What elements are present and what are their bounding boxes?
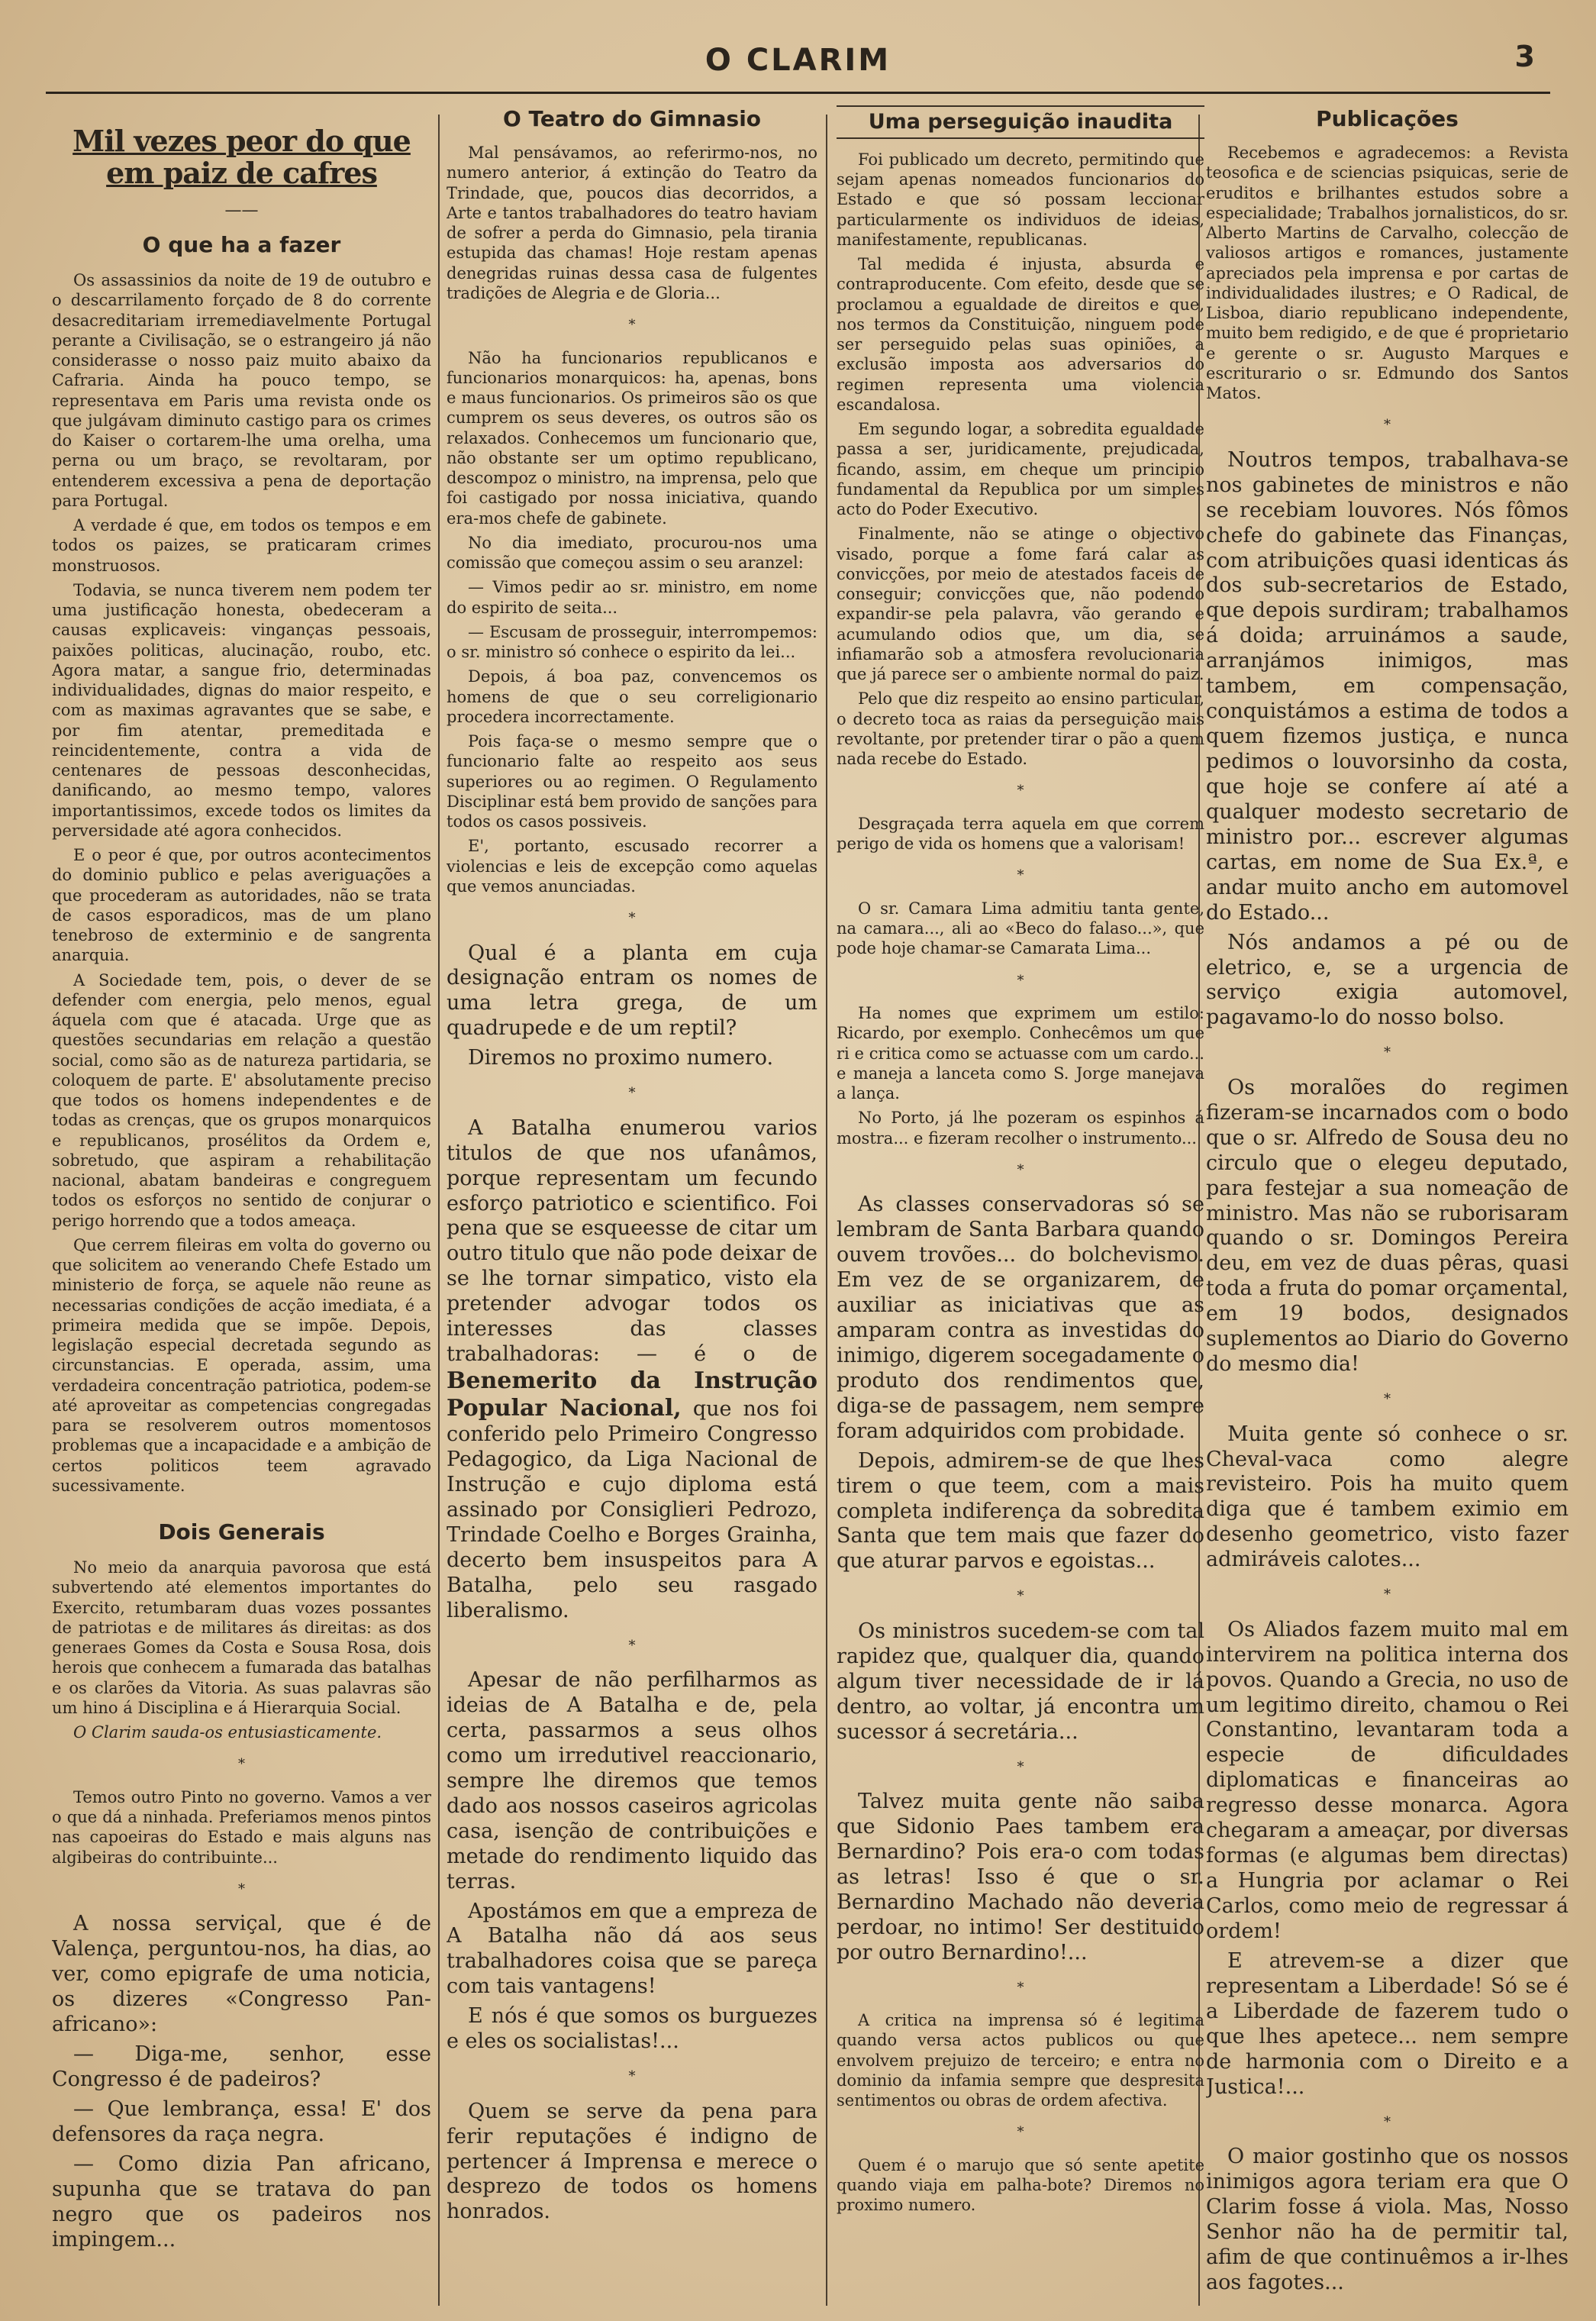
paragraph: Recebemos e agradecemos: a Revista teosofica e de sciencias psiquicas, serie de eruditos e brilhantes estudos sobre a especialidade; Trabalhos jornalisticos, do sr. Alberto Martins de Carvalho, colecção de valiosos artigos e romances, justamente apreciados pela imprensa e por cartas de individualidades ilustres; e O Radical, de Lisboa, diario republicano independente, muito bem redigido, e de que é proprietario e gerente o sr. Augusto Marques e escriturario o sr. Edmundo dos Santos Matos. (1206, 144, 1569, 402)
paragraph: A verdade é que, em todos os tempos e em todos os paizes, se praticaram crimes monstruosos. (52, 516, 431, 575)
paragraph: — Escusam de prosseguir, interrompemos: o sr. ministro só conhece o espirito da lei... (447, 622, 817, 661)
paragraph: No Porto, já lhe pozeram os espinhos á mostra... e fizeram recolher o instrumento... (837, 1109, 1204, 1148)
paragraph: Diremos no proximo numero. (468, 1046, 774, 1070)
article-title: Uma perseguição inaudita (837, 105, 1204, 139)
section-title: O que ha a fazer (142, 232, 341, 258)
paragraph: Mal pensávamos, ao referirmo-nos, no numero anterior, á extinção do Teatro da Trindade, que, poucos dias decorridos, a Arte e tantos trabalhadores do teatro haviam de sofrer a perda do Gimnasio, pela tirania estupida das chamas! Hoje restam apenas denegridas ruinas dessa casa de fulgentes tradições de Alegria e de Gloria... (447, 144, 817, 302)
paragraph: Os Aliados fazem muito mal em intervirem na politica interna dos povos. Quando a Grecia, no uso de um legitimo direito, chamou o Rei Constantino, levantaram toda a especie de dificuldades diplomaticas e financeiras ao regresso desse monarca. Agora chegaram a ameaçar, por diversas formas (e algumas bem directas) a Hungria por aclamar o Rei Carlos, como meio de regressar á ordem! (1206, 1617, 1569, 1943)
paragraph: — Que lembrança, essa! E' dos defensores da raça negra. (52, 2097, 431, 2146)
paragraph: A critica na imprensa só é legitima quando versa actos publicos ou que envolvem prejuizo de terceiro; e entra no dominio da infamia sempre que despresita sentimentos ou obras de ordem afectiva. (837, 2011, 1204, 2110)
separator-star: * (1384, 2113, 1391, 2130)
paragraph: Apesar de não perfilharmos as ideias de A Batalha e de, pela certa, passarmos a seus olhos como um irredutivel reaccionario, sempre lhe diremos que temos dado aos nossos caseiros agricolas casa, isenção de contribuições e metade do rendimento liquido das terras. (447, 1668, 817, 1893)
separator-star: * (1017, 1588, 1024, 1605)
paragraph: Em segundo logar, a sobredita egualdade passa a ser, juridicamente, prejudicada, ficando, assim, em cheque um principio fundamental da Republica por um simples acto do Poder Executivo. (837, 420, 1204, 518)
bold-title: Benemerito da Instrução Popular Nacional, (447, 1367, 817, 1422)
paragraph: E', portanto, escusado recorrer a violencias e leis de excepção como aquelas que vemos anunciadas. (447, 837, 817, 896)
paragraph: Que cerrem fileiras em volta do governo ou que solicitem ao venerando Chefe Estado um ministerio de força, se aquele não reune as necessarias condições de acção imediata, é a primeira medida que se impõe. Depois, legislação especial decretada segundo as circunstancias. E operada, assim, uma verdadeira concentração patriotica, podem-se até aproveitar as competencias congregadas para se resolverem outros momentosos problemas que a incapacidade e a ambição de certos politicos teem agravado sucessivamente. (52, 1235, 431, 1495)
paragraph: As classes conservadoras só se lembram de Santa Barbara quando ouvem trovões... do bolchevismo. Em vez de se organizarem, de auxiliar as iniciativas que as amparam contra as investidas do inimigo, digerem socegadamente o produto dos rendimentos que, diga-se de passagem, nem sempre foram adquiridos com probidade. (837, 1193, 1204, 1443)
paragraph: Os assassinios da noite de 19 de outubro e o descarrilamento forçado de 8 do corrente desacreditariam irremediavelmente Portugal perante a Civilisação, se o estrangeiro já não considerasse o nosso paiz muito abaixo da Cafraria. Ainda ha pouco tempo, se representava em Paris uma revista onde os que julgávam diminuto castigo para os crimes do Kaiser o cortarem-lhe uma orelha, uma perna ou um braço, se revoltaram, por entenderem excessiva a pena de deportação para Portugal. (52, 271, 431, 510)
paragraph: Quem se serve da pena para ferir reputações é indigno de pertencer á Imprensa e merece o desprezo de todos os homens honrados. (447, 2099, 817, 2224)
headline: Mil vezes peor do que em paiz de cafres (73, 124, 411, 190)
paragraph: Qual é a planta em cuja designação entram os nomes de uma letra grega, de um quadrupede e de um reptil? (447, 941, 817, 1041)
paragraph: Tal medida é injusta, absurda e contraproducente. Com efeito, desde que se proclamou a egualdade de direitos e que, nos termos da Constituição, ninguem pode ser perseguido pelas suas opiniões, a exclusão imposta aos adversarios do regimen representa uma violencia escandalosa. (837, 255, 1204, 414)
separator-star: * (628, 1637, 636, 1654)
separator-star: * (1384, 1391, 1391, 1408)
masthead (46, 40, 1550, 94)
paragraph: Não ha funcionarios republicanos e funcionarios monarquicos: ha, apenas, bons e maus funcionarios. Os primeiros são os que cumprem os seus deveres, os outros são os relaxados. Conhecemos um funcionario que, não obstante ser um optimo republicano, descompoz o ministro, na imprensa, pelo que foi castigado por nossa iniciativa, quando era-mos chefe de gabinete. (447, 348, 817, 528)
paragraph: Apostámos em que a empreza de A Batalha não dá aos seus trabalhadores coisa que se pareça com tais vantagens! (447, 1899, 817, 1999)
column-divider (438, 115, 440, 2306)
paragraph: E atrevem-se a dizer que representam a Liberdade! Só se é a Liberdade de fazerem tudo o que lhes apetece... nem sempre de harmonia com o Direito e a Justica!... (1206, 1948, 1569, 2099)
article-title: Publicações (1316, 106, 1459, 131)
paragraph: Os moralões do regimen fizeram-se incarnados com o bodo que o sr. Alfredo de Sousa deu no circulo que o elegeu deputado, para festejar a sua nomeação de ministro. Mas não se ruborisaram quando o sr. Domingos Pereira deu, em vez de duas pêras, quasi toda a fruta do pomar orçamental, em 19 bodos, designados suplementos ao Diario do Governo do mesmo dia! (1206, 1075, 1569, 1377)
paragraph: Foi publicado um decreto, permitindo que sejam apenas nomeados funcionarios do Estado e que só possam leccionar particularmente os individuos de ideias, manifestamente, republicanas. (837, 150, 1204, 249)
separator-star: * (628, 317, 636, 333)
separator-star: * (1017, 783, 1024, 799)
separator-star: * (1017, 972, 1024, 989)
column-3 (837, 105, 1204, 2304)
text-run: que nos foi conferido pelo Primeiro Congresso Pedagogico, da Liga Nacional de Instrução e cujo diploma está assinado por Consiglieri Pedrozo, Trindade Coelho e Borges Grainha, decerto bem insuspeitos para A Batalha, pelo seu rasgado liberalismo. (447, 1397, 817, 1622)
paragraph: Temos outro Pinto no governo. Vamos a ver o que dá a ninhada. Preferiamos menos pintos nas capoeiras do Estado e mais alguns nas algibeiras do contribuinte... (52, 1787, 431, 1867)
page-number: 3 (1514, 40, 1535, 73)
paragraph: O Clarim sauda-os entusiasticamente. (73, 1723, 382, 1742)
separator-star: * (1017, 867, 1024, 884)
separator-star: * (1017, 1758, 1024, 1775)
column-4 (1206, 105, 1569, 2304)
separator-star: * (628, 2068, 636, 2085)
paragraph: Finalmente, não se atinge o objectivo visado, porque a fome fará calar as convicções, por meio de atestados faceis de conseguir; convicções que, não podendo expandir-se pela palavra, vão gerando e acumulando odios que, um dia, se infiamarão sob a atmosfera revolucionaria que já parece ser o ambiente normal do paiz. (837, 525, 1204, 683)
text-run: A Batalha enumerou varios titulos de que nos ufanâmos, porque representam um fecundo esforço patriotico e scientifico. Foi pena que se esqueesse de citar um outro titulo que não pode deixar de se lhe tornar simpatico, visto ela pretender advogar todos os interesses das classes trabalhadoras: — é o de (447, 1115, 817, 1367)
separator-star: * (1017, 2124, 1024, 2141)
paragraph: A nossa serviçal, que é de Valença, perguntou-nos, ha dias, ao ver, como epigrafe de uma noticia, os dizeres «Congresso Pan-africano»: (52, 1912, 431, 2037)
separator: —— (224, 200, 259, 220)
paragraph: Desgraçada terra aquela em que correm perigo de vida os homens que a valorisam! (837, 814, 1204, 853)
paragraph: Os ministros sucedem-se com tal rapidez que, qualquer dia, quando algum tiver necessidade de ir lá dentro, ao voltar, já encontra um sucessor á secretária... (837, 1619, 1204, 1744)
paragraph: — Diga-me, senhor, esse Congresso é de padeiros? (52, 2042, 431, 2091)
section-title: Dois Generais (158, 1519, 325, 1545)
separator-star: * (1384, 1587, 1391, 1603)
column-1 (52, 105, 431, 2304)
article-title: O Teatro do Gimnasio (502, 106, 762, 131)
paragraph: Todavia, se nunca tiverem nem podem ter uma justificação honesta, obedeceram a causas explicaveis: vinganças pessoais, paixões politicas, alucinação, roubo, etc. Agora matar, a sangue frio, determinadas individualidades, dignas do maior respeito, e com as maximas agravantes que se sabe, e por fim atentar, premeditada e reincidentemente, contra a vida de centenares de pessoas desconhecidas, danificando, ao mesmo tempo, valores importantissimos, excede todos os limites da perversidade até agora conhecidos. (52, 580, 431, 840)
separator-star: * (1017, 1979, 1024, 1996)
paragraph: Ha nomes que exprimem um estilo: Ricardo, por exemplo. Conhecêmos um que ri e critica como se actuasse com um cardo... e maneja a lanceta como S. Jorge manejava a lança. (837, 1004, 1204, 1102)
paragraph: — Como dizia Pan africano, supunha que se tratava do pan negro que os padeiros nos impingem... (52, 2152, 431, 2252)
paragraph: E o peor é que, por outros acontecimentos do dominio publico e pelas averiguações a que procederam as autoridades, não se trata de casos esporadicos, mas de um plano tenebroso de exterminio e de sangrenta anarquia. (52, 846, 431, 965)
paragraph: Muita gente só conhece o sr. Cheval-vaca como alegre revisteiro. Pois ha muito quem diga que é tambem eximio em desenho geometrico, visto fazer admiráveis calotes... (1206, 1422, 1569, 1572)
paragraph: Pois faça-se o mesmo sempre que o funcionario falte ao respeito aos seus superiores ou ao regimen. O Regulamento Disciplinar está bem provido de sanções para todos os casos possiveis. (447, 732, 817, 831)
separator-star: * (628, 910, 636, 926)
paragraph: Depois, admirem-se de que lhes tirem o que teem, com a mais completa indiferença da sobredita Santa que tem mais que fazer do que aturar parvos e egoistas... (837, 1448, 1204, 1574)
paragraph: Pelo que diz respeito ao ensino particular, o decreto toca as raias da perseguição mais revoltante, por pretender tirar o pão a quem nada recebe do Estado. (837, 689, 1204, 768)
paragraph (447, 1116, 817, 1624)
paragraph: Depois, á boa paz, convencemos os homens de que o seu correligionario procedera incorrectamente. (447, 667, 817, 726)
paragraph: E nós é que somos os burguezes e eles os socialistas!... (447, 2004, 817, 2054)
column-divider (826, 115, 827, 2306)
paragraph: O maior gostinho que os nossos inimigos agora teriam era que O Clarim fosse á viola. Mas, Nosso Senhor não ha de permitir tal, afim de que continuêmos a ir-lhes aos fagotes... (1206, 2145, 1569, 2294)
paragraph: No dia imediato, procurou-nos uma comissão que começou assim o seu aranzel: (447, 533, 817, 572)
paragraph: Noutros tempos, trabalhava-se nos gabinetes de ministros e não se recebiam louvores. Nós fômos chefe do gabinete das Finanças, com atribuições quasi identicas ás dos sub-secretarios de Estado, que depois surdiram; trabalhamos á doida; arruinámos a saude, arranjámos inimigos, mas tambem, em compensação, conquistámos a estima de todos a quem fizemos justiça, e nunca pedimos o louvorsinho da costa, que hoje se confere aí até a qualquer modesto secretario de ministro por... escrever algumas cartas, em nome de Sua Ex.ª, e andar muito ancho em automovel do Estado... (1206, 447, 1569, 925)
paragraph: Quem é o marujo que só sente apetite quando viaja em palha-bote? Diremos no proximo numero. (837, 2155, 1204, 2215)
paragraph: No meio da anarquia pavorosa que está subvertendo até elementos importantes do Exercito, retumbaram duas vozes possantes de patriotas e de militares ás direitas: as dos generaes Gomes da Costa e Sousa Rosa, dois herois que conhecem a fumarada das batalhas e os clarões da Vitoria. As suas palavras são um hino á Disciplina e á Hierarquia Social. (52, 1558, 431, 1717)
newspaper-title: O CLARIM (704, 43, 892, 78)
paragraph: Nós andamos a pé ou de eletrico, e, se a urgencia de serviço exigia automovel, pagavamo-lo do nosso bolso. (1206, 930, 1569, 1030)
separator-star: * (1384, 417, 1391, 434)
paragraph: Talvez muita gente não saiba que Sidonio Paes tambem era Bernardino? Pois era-o com todas as letras! Isso é que o sr. Bernardino Machado não deveria perdoar, no intimo! Ser destituido por outro Bernardino!... (837, 1790, 1204, 1964)
paragraph: A Sociedade tem, pois, o dever de se defender com energia, pelo menos, egual áquela com que é atacada. Urge que as questões secundarias em relação a questão social, como são as de natureza partidaria, se coloquem de parte. E' absolutamente preciso que todos os homens independentes e de todas as crenças, que os grupos monarquicos e republicanos, prosélitos da Ordem e, sobretudo, que aspiram a rehabilitação nacional, abatam bandeiras e congreguem todos os esforços no sentido de conjurar o perigo horrendo que a todos ameaça. (52, 970, 431, 1230)
separator-star: * (1384, 1044, 1391, 1061)
paragraph: O sr. Camara Lima admitiu tanta gente, na camara..., ali ao «Beco do falaso...», que pode hoje chamar-se Camarata Lima... (837, 899, 1204, 958)
separator-star: * (628, 1085, 636, 1102)
separator-star: * (1017, 1161, 1024, 1178)
paragraph: — Vimos pedir ao sr. ministro, em nome do espirito de seita... (447, 578, 817, 617)
column-2 (447, 105, 817, 2304)
separator-star: * (238, 1756, 245, 1773)
separator-star: * (238, 1880, 245, 1897)
